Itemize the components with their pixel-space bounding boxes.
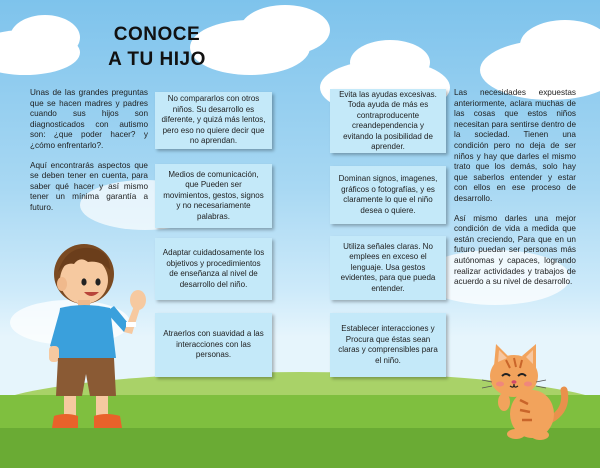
tip-box bbox=[155, 164, 272, 228]
intro-text bbox=[30, 88, 148, 223]
orange-cat-illustration bbox=[480, 340, 570, 440]
title-line-2: A TU HIJO bbox=[108, 49, 206, 70]
tip-text: Utiliza señales claras. No emplees en exceso el lenguaje. Usa gestos evidentes, para que pueda entender. bbox=[340, 241, 436, 293]
tip-box bbox=[330, 166, 446, 224]
waving-boy-illustration bbox=[44, 236, 154, 436]
tip-box bbox=[330, 313, 446, 377]
tip-text: Medios de comunicación, que Pueden ser movimientos, gestos, signos y no necesariamente palabras. bbox=[163, 169, 264, 221]
tip-text: Adaptar cuidadosamente los objetivos y procedimientos de enseñanza al nivel de desarrollo del niño. bbox=[162, 248, 265, 289]
tip-box bbox=[330, 236, 446, 300]
tip-text: Atraerlos con suavidad a las interacciones con las personas. bbox=[163, 329, 264, 360]
tip-text: No compararlos con otros niños. Su desarrollo es diferente, y quizá más lentos, pero eso no quiere decir que no aprendan. bbox=[161, 94, 266, 146]
tip-text: Establecer interacciones y Procura que éstas sean claras y comprensibles para el niño. bbox=[338, 324, 438, 365]
cloud bbox=[520, 20, 600, 70]
page-title bbox=[82, 22, 232, 72]
closing-paragraph-1: Las necesidades expuestas anteriormente, aclara muchas de las cosas que estos niños necesitan para sentirse dentro de la sociedad. Tienen una condición pero no deja de ser niños y hay que darles el mismo trato que los demás, solo hay que saberlos entender y estar con ellos en ese proceso de desarrollo. bbox=[454, 88, 576, 203]
tip-box bbox=[330, 89, 446, 153]
tip-text: Dominan signos, imagenes, gráficos o fotografías, y es claramente lo que el niño desea o quiere. bbox=[338, 174, 438, 215]
intro-paragraph-2: Aquí encontrarás aspectos que se deben tener en cuenta, para saber qué hacer y así mismo tener un mínima garantía a futuro. bbox=[30, 160, 148, 212]
closing-paragraph-2: Así mismo darles una mejor condición de vida a medida que están creciendo, Para que en un futuro puedan ser personas más autónomas y capaces, logrando realizar actividades y trabajos de acuerdo a su nivel de desarrollo. bbox=[454, 213, 576, 287]
tip-box bbox=[155, 313, 272, 377]
cloud bbox=[350, 40, 430, 85]
closing-text bbox=[454, 88, 576, 297]
cloud bbox=[10, 15, 80, 60]
tip-box bbox=[155, 92, 272, 149]
cloud bbox=[240, 5, 330, 55]
intro-paragraph-1: Unas de las grandes preguntas que se hacen madres y padres cuando sus hijos son diagnosticados con autismo son: ¿que poder hacer? y ¿cómo enfrentarlo?. bbox=[30, 88, 148, 150]
tip-box bbox=[155, 238, 272, 300]
tip-text: Evita las ayudas excesivas. Toda ayuda de más es contraproducente creandependencia y evitando la posibilidad de aprender. bbox=[339, 89, 437, 151]
title-line-1: CONOCE bbox=[113, 24, 201, 45]
